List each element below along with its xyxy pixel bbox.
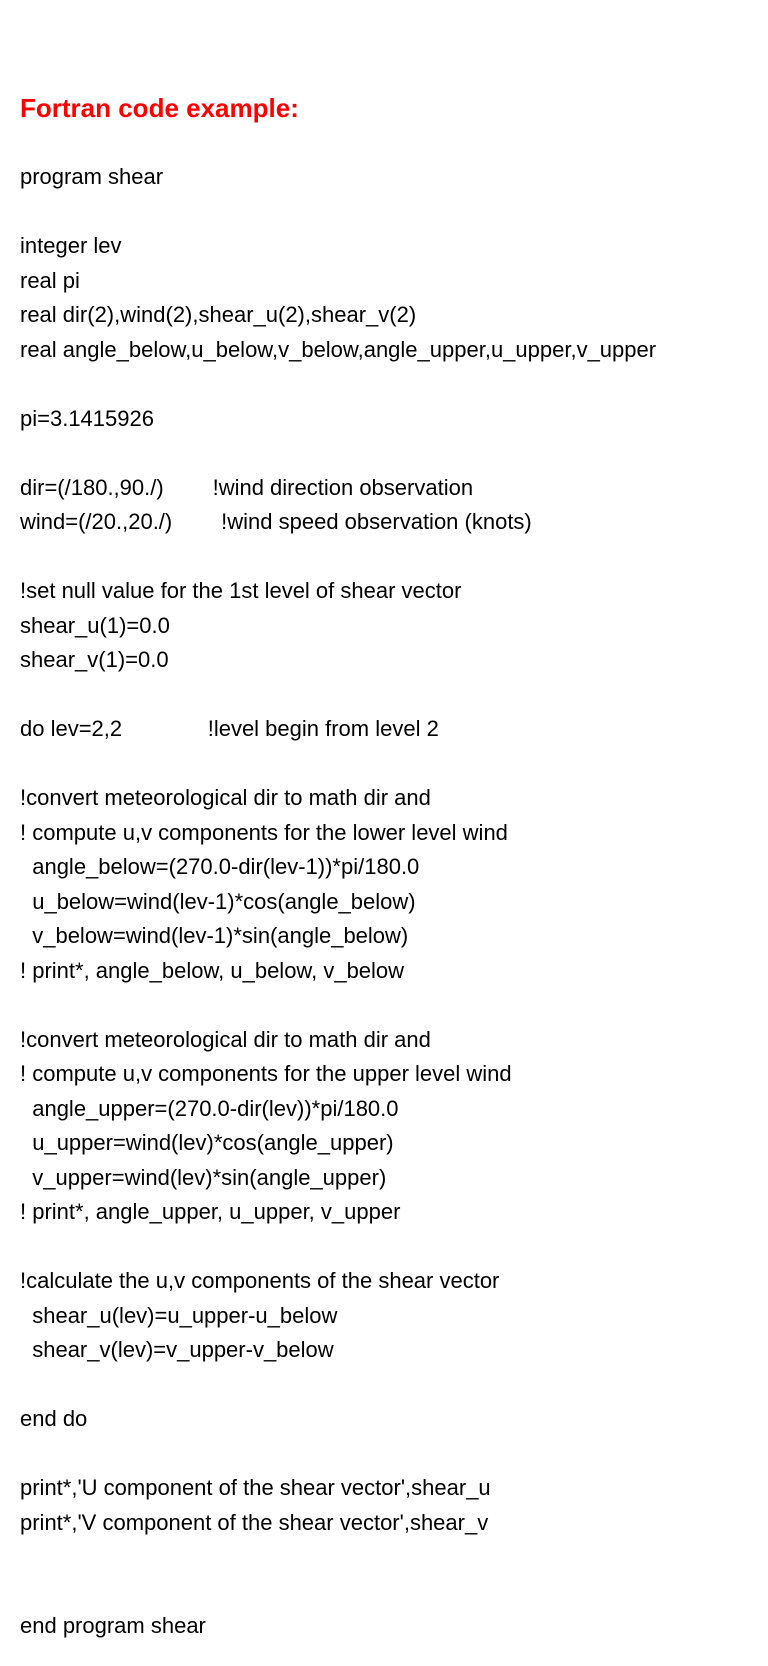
code-line: u_upper=wind(lev)*cos(angle_upper) bbox=[20, 1130, 394, 1155]
code-line: shear_u(1)=0.0 bbox=[20, 612, 170, 638]
code-line: wind=(/20.,20./) !wind speed observation (knots) bbox=[20, 509, 532, 534]
blank-line bbox=[20, 367, 760, 402]
code-line: pi=3.1415926 bbox=[20, 405, 154, 431]
code-line: ! compute u,v components for the lower level wind bbox=[20, 819, 508, 845]
code-line: print*,'V component of the shear vector',shear_v bbox=[20, 1509, 489, 1535]
code-line: dir=(/180.,90./) !wind direction observation bbox=[20, 474, 474, 500]
code-line: shear_v(lev)=v_upper-v_below bbox=[20, 1337, 334, 1362]
code-line: integer lev bbox=[20, 233, 122, 258]
code-line: !set null value for the 1st level of shear vector bbox=[20, 578, 462, 603]
code-line: do lev=2,2 !level begin from level 2 bbox=[20, 716, 439, 741]
blank-line bbox=[20, 195, 760, 230]
code-line: !convert meteorological dir to math dir and bbox=[20, 1026, 431, 1052]
code-line: shear_v(1)=0.0 bbox=[20, 647, 169, 672]
blank-line bbox=[20, 678, 760, 713]
code-line: !calculate the u,v components of the shear vector bbox=[20, 1268, 500, 1293]
blank-line bbox=[20, 988, 760, 1023]
blank-line bbox=[20, 1368, 760, 1403]
blank-line bbox=[20, 1230, 760, 1265]
blank-line bbox=[20, 1540, 760, 1575]
code-block bbox=[20, 160, 760, 1644]
page-title: Fortran code example: bbox=[20, 93, 299, 123]
code-line: u_below=wind(lev-1)*cos(angle_below) bbox=[20, 888, 416, 914]
code-line: v_below=wind(lev-1)*sin(angle_below) bbox=[20, 923, 409, 948]
code-line: real pi bbox=[20, 267, 80, 293]
code-line: angle_upper=(270.0-dir(lev))*pi/180.0 bbox=[20, 1095, 399, 1121]
code-line: ! print*, angle_upper, u_upper, v_upper bbox=[20, 1199, 401, 1224]
blank-line bbox=[20, 540, 760, 575]
blank-line bbox=[20, 436, 760, 471]
code-line: v_upper=wind(lev)*sin(angle_upper) bbox=[20, 1164, 387, 1190]
code-line: end do bbox=[20, 1406, 88, 1431]
code-line: ! print*, angle_below, u_below, v_below bbox=[20, 957, 405, 983]
code-line: program shear bbox=[20, 164, 164, 189]
code-line: print*,'U component of the shear vector',shear_u bbox=[20, 1475, 491, 1500]
blank-line bbox=[20, 1575, 760, 1610]
code-line: real angle_below,u_below,v_below,angle_upper,u_upper,v_upper bbox=[20, 336, 657, 362]
code-line: !convert meteorological dir to math dir and bbox=[20, 785, 431, 810]
code-line: ! compute u,v components for the upper level wind bbox=[20, 1061, 512, 1086]
code-line: real dir(2),wind(2),shear_u(2),shear_v(2) bbox=[20, 302, 417, 327]
blank-line bbox=[20, 747, 760, 782]
code-line: angle_below=(270.0-dir(lev-1))*pi/180.0 bbox=[20, 854, 420, 879]
code-line: shear_u(lev)=u_upper-u_below bbox=[20, 1302, 338, 1328]
code-line: end program shear bbox=[20, 1613, 206, 1638]
blank-line bbox=[20, 1437, 760, 1472]
